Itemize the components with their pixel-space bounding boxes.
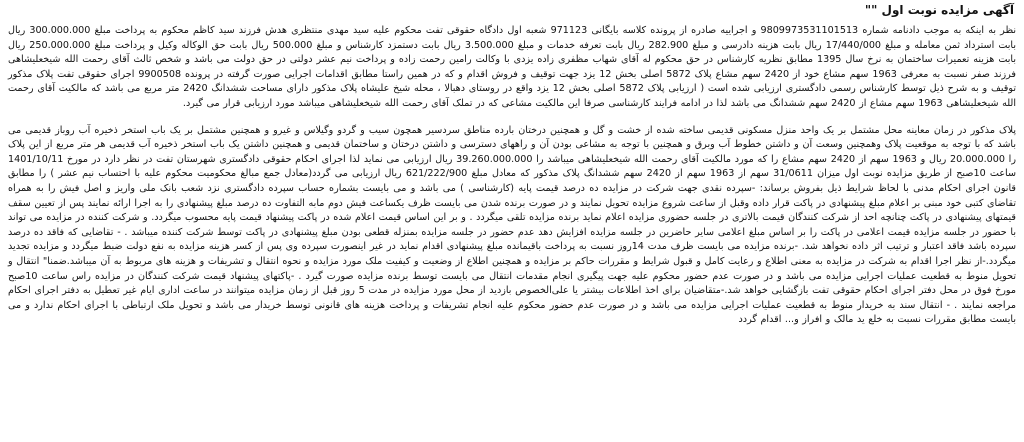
notice-paragraph-1: نظر به اینکه به موجب دادنامه شماره 9809973531101513 و اجراییه صادره از پرونده کلاسه بایگانی 971123 شعبه اول دادگاه حقوقی تفت محکوم علیه سید مهدی منتظری هدش فرزند سید کاظم محکوم به پرداخت مبلغ 300.000.000 ریال بابت استرداد ثمن معامله و مبلغ 17/440/000 ریال بابت هزینه دادرسی و مبلغ 282.900 ریال بابت تعرفه خدمات و مبلغ 3.500.000 ریال بابت دستمزد کارشناس و مبلغ 500.000 ریال بابت حق الوکاله وکیل و پرداخت مبلغ 250.000.000 ریال بابت هزینه تعمیرات ساختمان به نرخ سال 1395 مطابق نظریه کارشناس در حق محکوم له آقای شهاب مظفری زاده یزدی با وکالت رامین رحمت زاده و پرداخت نیم عشر دولتی در حق دولت می باشد و شخص ثالث آقای رحمت الله شیخعلیشاهی فرزند صفر نسبت به معرفی 1963 سهم مشاع خود از 2420 سهم مشاع پلاک 5872 اصلی بخش 12 یزد جهت توقیف و فروش اقدام و که در همین راستا مطابق اقدامات اجرایی صورت گرفته در پرونده 9900508 اجرای حقوقی تفت پلاک مذکور توقیف و به شرح ذیل توسط کارشناس رسمی دادگستری ارزیابی شده است ( ارزیابی پلاک 5872 اصلی بخش 12 یزد واقع در روستای دهبالا ، محله شیخ علیشاه پلاک مذکور دارای مساحت ششدانگ 2420 متر مربع می باشد که مالکیت آقای رحمت الله شیخعلیشاهی 1963 سهم مشاع از 2420 سهم ششدانگ می باشد لذا در ادامه فرایند کارشناسی صرفا این مالکیت مشاعی که در تملک آقای رحمت الله شیخعلیشاهی میباشد مورد ارزیابی قرار می گیرد. [8,25,1017,109]
notice-paragraph-2: پلاک مذکور در زمان معاینه محل مشتمل بر یک واحد منزل مسکونی قدیمی ساخته شده از خشت و گل و همچنین درختان بارده مناطق سردسیر همچون سیب و گردو وگیلاس و غیرو و همچنین مشتمل بر یک باب استخر ذخیره آب روباز قدیمی می باشد که با توجه به موقعیت پلاک وهمچنین وسعت آن و داشتن خطوط آب وبرق و همچنین با توجه به مشاعی بودن آن و راههای دسترسی و داشتن درختان و ساختمان قدیمی و همچنین داشتن یک باب استخر ذخیره آب قدیمی هر متر مربع از این پلاک را 20.000.000 ریال و 1963 سهم از 2420 سهم مشاع را که مورد مالکیت آقای رحمت الله شیخعلیشاهی میباشد را 39.260.000.000 ریال ارزیابی می نماید لذا اجرای احکام حقوقی دادگستری شهرستان تفت در نظر دارد در مورخ 1401/10/11 ساعت 10صبح از طریق مزایده نوبت اول میزان 31/0611 سهم از 1963 سهم از 2420 سهم ششدانگ پلاک مذکور که معادل مبلغ 621/222/900 ریال ارزیابی می گردد(معادل جمع مبالغ محکومیت محکوم علیه با احتساب نیم عشر ) را مطابق قانون اجرای احکام مدنی با لحاظ شرایط ذیل بفروش برساند: -سپرده نقدی جهت شرکت در مزایده ده درصد قیمت پایه (کارشناسی ) می باشد و می بایست بشماره حساب سپرده دادگستری نزد شعب بانک ملی واریز و اصل فیش را به همراه تقاضای کتبی خود مبنی بر اعلام مبلغ پیشنهادی در پاکت قرار داده وقبل از ساعت شروع مزایده تحویل نمایند و در صورت برنده شدن می بایست ظرف یکساعت فیش دوم مابه التفاوت ده درصد مبلغ پیشنهادی را به اجرا ارائه نمایند پس از تعیین سقف قیمتهای پیشنهادی در پاکت چنانچه احد از شرکت کنندگان قیمت بالاتری در جلسه حضوری مزایده اعلام نماید برنده مزایده تلقی میگردد . و بر این اساس قیمت اعلام شده در پاکت پیشنهاد قیمت پایه محسوب میگردد. و شرکت کننده در مزایده می تواند با حضور در جلسه مزایده قیمت اعلامی در پاکت را بر اساس مبلغ اعلامی سایر حاضرین در جلسه مزایده افزایش دهد عدم حضور در جلسه مزایده بمنزله قطعی بودن مبلغ پیشنهادی در پاکت توسط شرکت کننده میباشد . - تقاضایی که فاقد ده درصد سپرده باشد فاقد اعتبار و ترتیب اثر داده نخواهد شد. -برنده مزایده می بایست ظرف مدت 14روز نسبت به پرداخت باقیمانده مبلغ پیشنهادی اقدام نماید در غیر اینصورت سپرده وی پس از کسر هزینه مزایده به نفع دولت ضبط میگردد و مزایده تجدید میگردد.-از نظر اجرا اقدام به شرکت در مزایده به معنی اطلاع و رعایت کامل و قبول شرایط و مقررات حاکم بر مزایده و همچنین اطلاع از وضعیت و کیفیت ملک مورد مزایده و نحوه انتقال و تشریفات و هزینه های مربوط به آن میباشد.ضمنا" انتقال و تحویل منوط به قطعیت عملیات اجرایی مزایده می باشد و در صورت عدم حضور محکوم علیه جهت پیگیری انجام مقدمات انتقال می بایست توسط برنده مزایده صورت گیرد . -پاکتهای پیشنهاد قیمت شرکت کنندگان در مزایده راس ساعت 10صبح مورخ فوق در محل دفتر اجرای احکام حقوقی تفت بازگشایی خواهد شد.-متقاضیان برای اخذ اطلاعات بیشتر یا علی‌الخصوص بازدید از محل مورد مزایده در مدت 5 روز قبل از زمان مزایده میتوانند در ساعت اداری ایام غیر تعطیل به دفتر اجرای احکام مراجعه نمایند . - انتقال سند به خریدار منوط به قطعیت عملیات اجرایی مزایده می باشد و در صورت عدم حضور محکوم علیه انجام تشریفات و پرداخت هزینه های قانونی توسط خریدار می باشد و تحویل ملک ارتباطی با اجرای احکام ندارد و می بایست مطابق مقررات نسبت به خلع ید مالک و افراز و... اقدام گردد [8,124,1017,326]
notice-title: آگهی مزایده نوبت اول "" [864,3,1014,17]
